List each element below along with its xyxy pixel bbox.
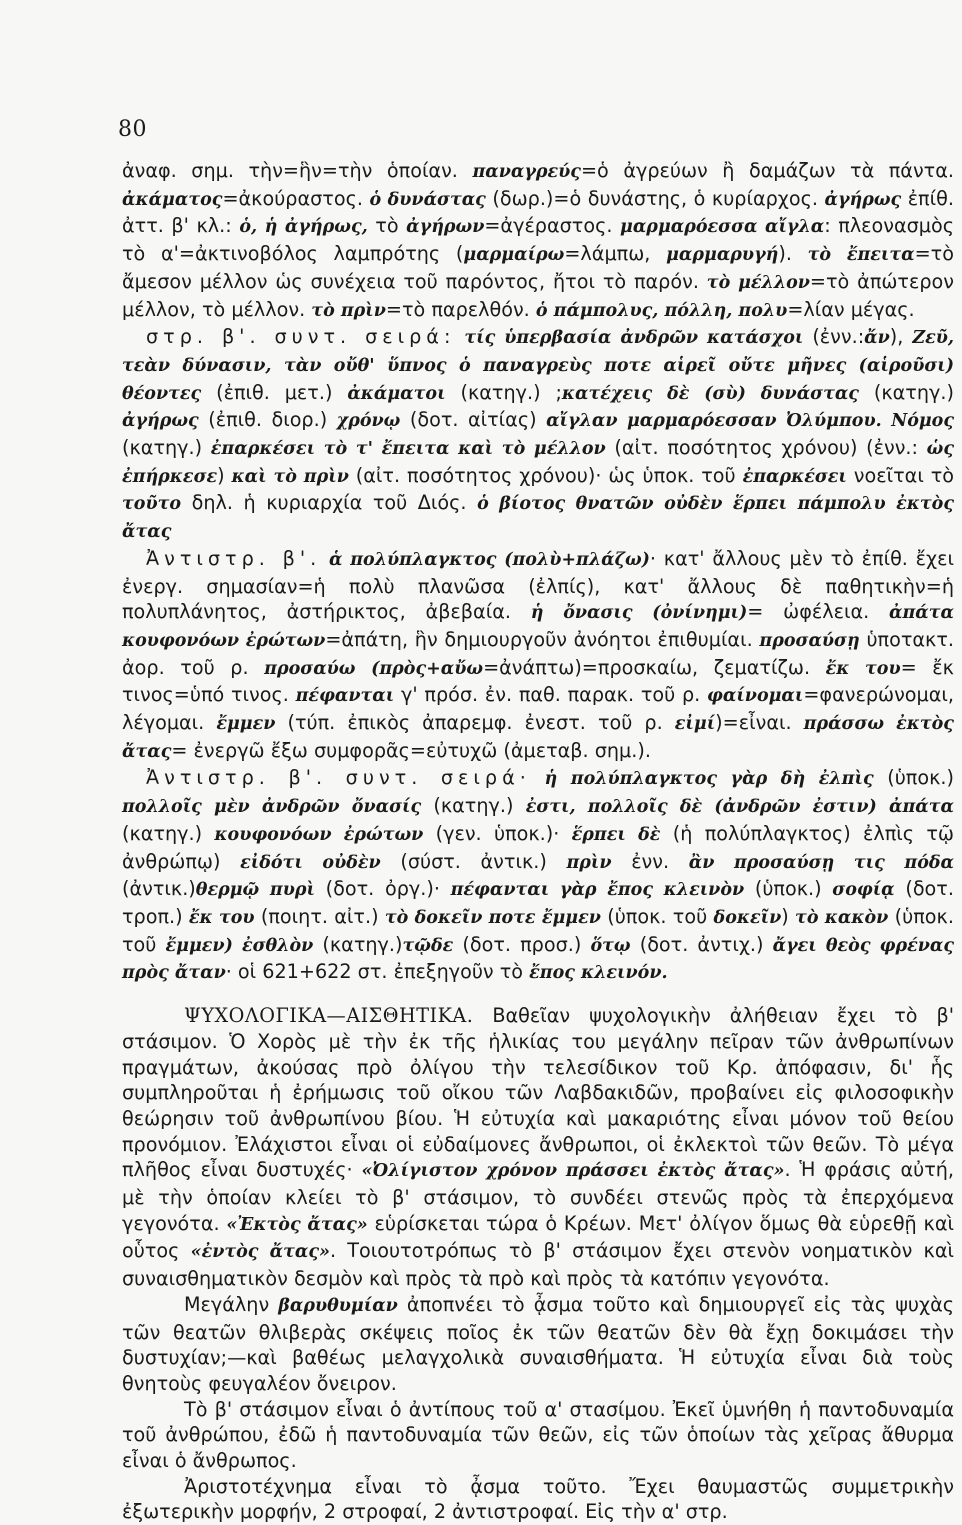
essay-antipode-paragraph: Τὸ β' στάσιμον εἶναι ὁ ἀντίπους τοῦ α' στασίμου. Ἐκεῖ ὑμνήθη ἡ παντοδυναμία τοῦ ἀνθρώπου, ἐδῶ ἡ παντοδυναμία τῶν θεῶν, εἰς τῶν ὁποίων τὰς χεῖρας ἄθυρμα εἶναι ὁ ἄνθρωπος. [122, 1397, 954, 1473]
notes-strophe-b-paragraph: στρ. β'. συντ. σειρά: τίς ὑπερβασία ἀνδρῶν κατάσχοι (ἐνν.:ἄν), Ζεῦ, τεὰν δύνασιν, τὰν οὔθ' ὕπνος ὁ παναγρεὺς ποτε αἱρεῖ οὔτε μῆνες (αἱροῦσι) θέοντες (ἐπιθ. μετ.) ἀκάματοι (κατηγ.) ;κατέχεις δὲ (σὺ) δυνάστας (κατηγ.) ἀγήρως (ἐπιθ. διορ.) χρόνῳ (δοτ. αἰτίας) αἴγλαν μαρμαρόεσσαν Ὀλύμπου. Νόμος (κατηγ.) ἐπαρκέσει τὸ τ' ἔπειτα καὶ τὸ μέλλον (αἰτ. ποσότητος χρόνου) (ἐνν.: ὡς ἐπήρκεσε) καὶ τὸ πρὶν (αἰτ. ποσότητος χρόνου)· ὡς ὑποκ. τοῦ ἐπαρκέσει νοεῖται τὸ τοῦτο δηλ. ἡ κυριαρχία τοῦ Διός. ὁ βίοτος θνατῶν οὐδὲν ἕρπει πάμπολυ ἐκτὸς ἄτας [122, 325, 955, 543]
notes-antistrophe-b-paragraph: Ἀντιστρ. β'. ἁ πολύπλαγκτος (πολὺ+πλάζω)· κατ' ἄλλους μὲν τὸ ἐπίθ. ἔχει ἐνεργ. σημασίαν=ἡ πολὺ πλανῶσα (ἐλπίς), κατ' ἄλλους δὲ παθητικὴν=ἡ πολυπλάνητος, ἀστήρικτος, ἀβεβαία. ἡ ὄνασις (ὀνίνημι)= ὠφέλεια. ἀπάτα κουφονόων ἐρώτων=ἀπάτη, ἣν δημιουργοῦν ἀνόητοι ἐπιθυμίαι. προσαύσῃ ὑποτακτ. ἀορ. τοῦ ρ. προσαύω (πρὸς+αὔω=ἀνάπτω)=προσκαίω, ζεματίζω. ἔκ του= ἔκ τινος=ὑπό τινος. πέφανται γ' πρόσ. ἐν. παθ. παρακ. τοῦ ρ. φαίνομαι=φανερώνομαι, λέγομαι. ἔμμεν (τύπ. ἐπικὸς ἀπαρεμφ. ἐνεστ. τοῦ ρ. εἰμί)=εἶναι. πράσσω ἐκτὸς ἄτας= ἐνεργῶ ἔξω συμφορᾶς=εὐτυχῶ (ἀμεταβ. σημ.). [122, 546, 954, 762]
essay-melancholy-paragraph: Μεγάλην βαρυθυμίαν ἀποπνέει τὸ ᾆσμα τοῦτο καὶ δημιουργεῖ εἰς τὰς ψυχὰς τῶν θεατῶν θλιβερὰς σκέψεις ποῖος ἐκ τῶν θεατῶν δὲν θὰ ἔχῃ δοκιμάσει τὴν δυστυχίαν;—καὶ βαθέως μελαγχολικὰ συναισθήματα. Ἡ εὐτυχία εἶναι διὰ τοὺς θνητοὺς φευγαλέον ὄνειρον. [122, 1292, 954, 1395]
section-heading: ΨΥΧΟΛΟΓΙΚΑ—ΑΙΣΘΗΤΙΚΑ. [184, 1004, 474, 1028]
notes-syntax-paragraph: Ἀντιστρ. β'. συντ. σειρά· ἡ πολύπλαγκτος γὰρ δὴ ἐλπὶς (ὑποκ.) πολλοῖς μὲν ἀνδρῶν ὄνασίς (κατηγ.) ἐστι, πολλοῖς δὲ (ἀνδρῶν ἐστιν) ἀπάτα (κατηγ.) κουφονόων ἐρώτων (γεν. ὑποκ.)· ἕρπει δὲ (ἡ πολύπλαγκτος) ἐλπὶς τῷ ἀνθρώπῳ) εἰδότι οὐδὲν (σύστ. ἀντικ.) πρὶν ἐνν. ἂν προσαύσῃ τις πόδα (ἀντικ.)θερμῷ πυρὶ (δοτ. ὀργ.)· πέφανται γὰρ ἔπος κλεινὸν (ὑποκ.) σοφίᾳ (δοτ. τροπ.) ἔκ του (ποιητ. αἰτ.) τὸ δοκεῖν ποτε ἔμμεν (ὑποκ. τοῦ δοκεῖν) τὸ κακὸν (ὑποκ. τοῦ ἔμμεν) ἐσθλὸν (κατηγ.)τῷδε (δοτ. προσ.) ὅτῳ (δοτ. ἀντιχ.) ἄγει θεὸς φρένας πρὸς ἄταν· οἱ 621+622 στ. ἐπεξηγοῦν τὸ ἔπος κλεινόν. [122, 766, 955, 984]
page-body [122, 158, 954, 1525]
page-number: 80 [118, 117, 147, 142]
notes-vocabulary-paragraph: ἀναφ. σημ. τὴν=ἣν=τὴν ὁποίαν. παναγρεύς=ὁ ἀγρεύων ἢ δαμάζων τὰ πάντα. ἀκάματος=ἀκούραστος. ὁ δυνάστας (δωρ.)=ὁ δυνάστης, ὁ κυρίαρχος. ἀγήρως ἐπίθ. ἀττ. β' κλ.: ὁ, ἡ ἀγήρως, τὸ ἀγήρων=ἀγέραστος. μαρμαρόεσσα αἴγλα: πλεονασμὸς τὸ α'=ἀκτινοβόλος λαμπρότης (μαρμαίρω=λάμπω, μαρμαρυγή). τὸ ἔπειτα=τὸ ἄμεσον μέλλον ὡς συνέχεια τοῦ παρόντος, ἤτοι τὸ παρόν. τὸ μέλλον=τὸ ἀπώτερον μέλλον, τὸ μέλλον. τὸ πρὶν=τὸ παρελθόν. ὁ πάμπολυς, πόλλη, πολυ=λίαν μέγας. [122, 159, 955, 321]
essay-psychological-paragraph: ΨΥΧΟΛΟΓΙΚΑ—ΑΙΣΘΗΤΙΚΑ. Βαθεῖαν ψυχολογικὴν ἀλήθειαν ἔχει τὸ β' στάσιμον. Ὁ Χορὸς μὲ τὴν ἐκ τῆς ἡλικίας του μεγάλην πεῖραν τῶν ἀνθρωπίνων πραγμάτων, ἀκούσας πρὸ ὀλίγου τὴν τελεσίδικον τοῦ Κρ. ἀπόφασιν, δι' ἧς συμπληροῦται ἡ ἐρήμωσις τοῦ οἴκου τῶν Λαβδακιδῶν, προβαίνει εἰς φιλοσοφικὴν θεώρησιν τοῦ ἀνθρωπίνου βίου. Ἡ εὐτυχία καὶ μακαριότης εἶναι μόνον τοῦ θείου προνόμιον. Ἐλάχιστοι εἶναι οἱ εὐδαίμονες ἄνθρωποι, οἱ ἐκλεκτοὶ τῶν θεῶν. Τὸ μέγα πλῆθος εἶναι δυστυχές· «Ὀλίγιστον χρόνον πράσσει ἐκτὸς ἄτας». Ἡ φράσις αὐτή, μὲ τὴν ὁποίαν κλείει τὸ β' στάσιμον, τὸ συνδέει στενῶς πρὸς τὰ ἐπερχόμενα γεγονότα. «Ἐκτὸς ἄτας» εὑρίσκεται τώρα ὁ Κρέων. Μετ' ὀλίγον ὅμως θὰ εὑρεθῇ καὶ οὗτος «ἐντὸς ἄτας». Τοιουτοτρόπως τὸ β' στάσιμον ἔχει στενὸν νοηματικὸν καὶ συναισθηματικὸν δεσμὸν καὶ πρὸς τὰ πρὸ καὶ πρὸς τὰ κατόπιν γεγονότα. [122, 1004, 955, 1291]
essay-form-paragraph: Ἀριστοτέχνημα εἶναι τὸ ᾆσμα τοῦτο. Ἔχει θαυμαστῶς συμμετρικὴν ἐξωτερικὴν μορφήν, 2 στροφαί, 2 ἀντιστροφαί. Εἰς τὴν α' στρ. [122, 1474, 954, 1524]
